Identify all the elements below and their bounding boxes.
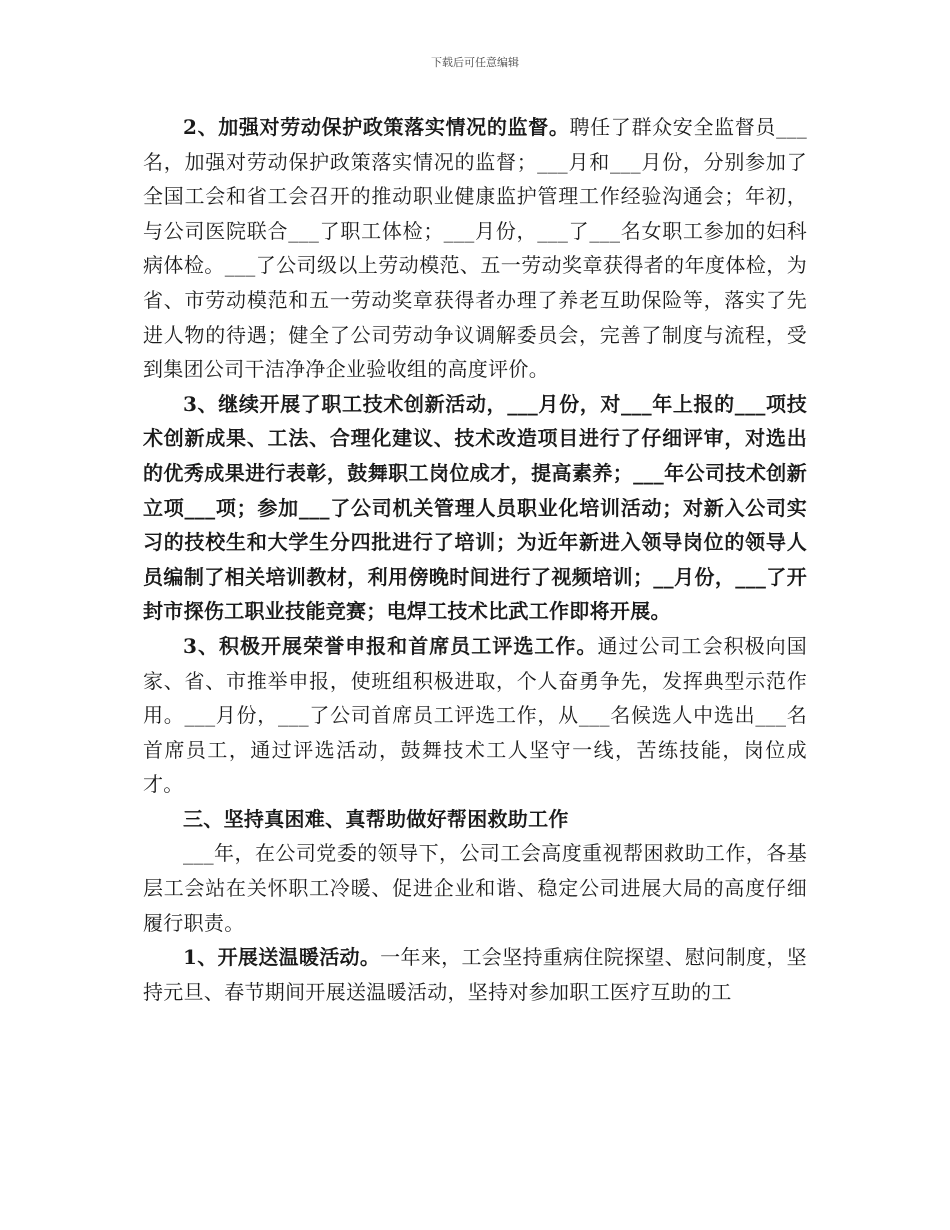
section-heading: 三、坚持真困难、真帮助做好帮困救助工作 <box>183 806 569 831</box>
paragraph-lead: 2、加强对劳动保护政策落实情况的监督。 <box>183 115 570 139</box>
paragraph-body: 一年来，工会坚持重病住院探望、慰问制度，坚持元旦、春节期间开展送温暖活动，坚持对参加职工医疗互助的工 <box>143 945 807 1004</box>
paragraph-honor-application <box>143 629 807 802</box>
paragraph-assistance-intro: ___年，在公司党委的领导下，公司工会高度重视帮困救助工作，各基层工会站在关怀职工冷暖、促进企业和谐、稳定公司进展大局的高度仔细履行职责。 <box>143 841 807 935</box>
paragraph-labor-protection <box>143 110 807 387</box>
paragraph-body: 通过公司工会积极向国家、省、市推举申报，使班组积极进取，个人奋勇争先，发挥典型示范作用。___月份，___了公司首席员工评选工作，从___名候选人中选出___名首席员工，通过评选活动，鼓舞技术工人坚守一线，苦练技能，岗位成才。 <box>143 633 807 797</box>
paragraph-warmth-activity <box>143 940 807 1009</box>
paragraph-tech-innovation: 3、继续开展了职工技术创新活动，___月份，对___年上报的___项技术创新成果、工法、合理化建议、技术改造项目进行了仔细评审，对选出的优秀成果进行表彰，鼓舞职工岗位成才，提高素养；___年公司技术创新立项___项；参加___了公司机关管理人员职业化培训活动；对新入公司实习的技校生和大学生分四批进行了培训；为近年新进入领导岗位的领导人员编制了相关培训教材，利用傍晚时间进行了视频培训；__月份，___了开封市探伤工职业技能竞赛；电焊工技术比武工作即将开展。 <box>143 391 807 624</box>
paragraph-lead: 1、开展送温暖活动。 <box>183 945 381 970</box>
document-body <box>143 110 807 1009</box>
page-header: 下载后可任意编辑 <box>431 56 519 69</box>
paragraph-body: 聘任了群众安全监督员___名，加强对劳动保护政策落实情况的监督；___月和___月份，分别参加了全国工会和省工会召开的推动职业健康监护管理工作经验沟通会；年初，与公司医院联合___了职工体检；___月份，___了___名女职工参加的妇科病体检。___了公司级以上劳动模范、五一劳动奖章获得者的年度体检，为省、市劳动模范和五一劳动奖章获得者办理了养老互助保险等，落实了先进人物的待遇；健全了公司劳动争议调解委员会，完善了制度与流程，受到集团公司干洁净净企业验收组的高度评价。 <box>143 115 807 382</box>
paragraph-lead: 3、积极开展荣誉申报和首席员工评选工作。 <box>183 633 598 658</box>
